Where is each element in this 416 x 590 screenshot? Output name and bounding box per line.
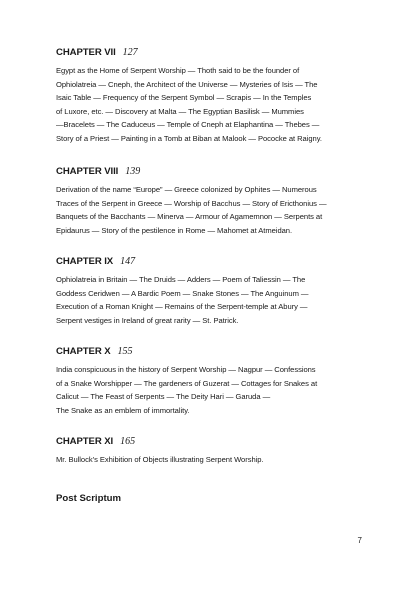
summary-line: Calicut — The Feast of Serpents — The Deity Hari — Garuda — xyxy=(56,392,271,401)
summary-line: Epidaurus — Story of the pestilence in Rome — Mahomet at Atmeidan. xyxy=(56,225,293,235)
summary-line: Derivation of the name “Europe” — Greece colonized by Ophites — Numerous xyxy=(56,185,317,194)
chapter-entry-xi xyxy=(56,436,264,467)
summary-line: Mr. Bullock’s Exhibition of Objects illustrating Serpent Worship. xyxy=(56,455,264,464)
chapter-summary xyxy=(56,64,322,145)
chapter-heading xyxy=(56,256,308,268)
summary-line: of Luxore, etc. — Discovery at Malta — The Egyptian Basilisk — Mummies xyxy=(56,106,304,116)
summary-line: Ophiolatreia in Britain — The Druids — Adders — Poem of Taliessin — The xyxy=(56,275,306,284)
postscript-heading: Post Scriptum xyxy=(56,493,122,504)
chapter-summary xyxy=(56,363,317,417)
summary-line: Story of a Priest — Painting in a Tomb at Biban at Malook — Pococke at Raigny. xyxy=(56,133,322,143)
summary-line: of a Snake Worshipper — The gardeners of Guzerat — Cottages for Snakes at xyxy=(56,378,318,388)
summary-line: Egypt as the Home of Serpent Worship — Thoth said to be the founder of xyxy=(56,66,300,75)
summary-line: Ophiolatreia — Cneph, the Architect of the Universe — Mysteries of Isis — The xyxy=(56,79,318,89)
chapter-page-number: 127 xyxy=(122,47,138,58)
chapter-title: CHAPTER X xyxy=(56,346,111,357)
summary-line: Isaic Table — Frequency of the Serpent Symbol — Scrapis — In the Temples xyxy=(56,93,312,102)
chapter-title: CHAPTER XI xyxy=(56,436,114,447)
chapter-summary xyxy=(56,183,327,237)
chapter-page-number: 155 xyxy=(117,346,133,357)
chapter-heading xyxy=(56,436,264,448)
chapter-page-number: 147 xyxy=(120,256,136,267)
summary-line: Serpent vestiges in Ireland of great rarity — St. Patrick. xyxy=(56,315,239,325)
chapter-heading xyxy=(56,346,317,358)
chapter-summary xyxy=(56,273,308,327)
chapter-entry-vii xyxy=(56,47,322,145)
chapter-title: CHAPTER IX xyxy=(56,256,114,267)
chapter-entry-ix xyxy=(56,256,308,327)
summary-line: Traces of the Serpent in Greece — Worship of Bacchus — Story of Ericthonius — xyxy=(56,198,327,208)
chapter-title: CHAPTER VIII xyxy=(56,166,119,177)
summary-line: India conspicuous in the history of Serpent Worship — Nagpur — Confessions xyxy=(56,365,316,374)
chapter-page-number: 139 xyxy=(125,166,141,177)
page-number: 7 xyxy=(357,536,362,545)
summary-line: Banquets of the Bacchants — Minerva — Armour of Agamemnon — Serpents at xyxy=(56,212,323,221)
chapter-heading xyxy=(56,166,327,178)
chapter-summary xyxy=(56,453,264,467)
chapter-heading xyxy=(56,47,322,59)
summary-line: —Bracelets — The Caduceus — Temple of Cneph at Elaphantina — Thebes — xyxy=(56,120,320,129)
chapter-entry-x xyxy=(56,346,317,417)
chapter-page-number: 165 xyxy=(120,436,136,447)
summary-line: The Snake as an emblem of immortality. xyxy=(56,405,190,415)
chapter-title: CHAPTER VII xyxy=(56,47,116,58)
summary-line: Goddess Ceridwen — A Bardic Poem — Snake Stones — The Anguinum — xyxy=(56,288,309,298)
summary-line: Execution of a Roman Knight — Remains of the Serpent-temple at Abury — xyxy=(56,302,308,311)
chapter-entry-viii xyxy=(56,166,327,237)
